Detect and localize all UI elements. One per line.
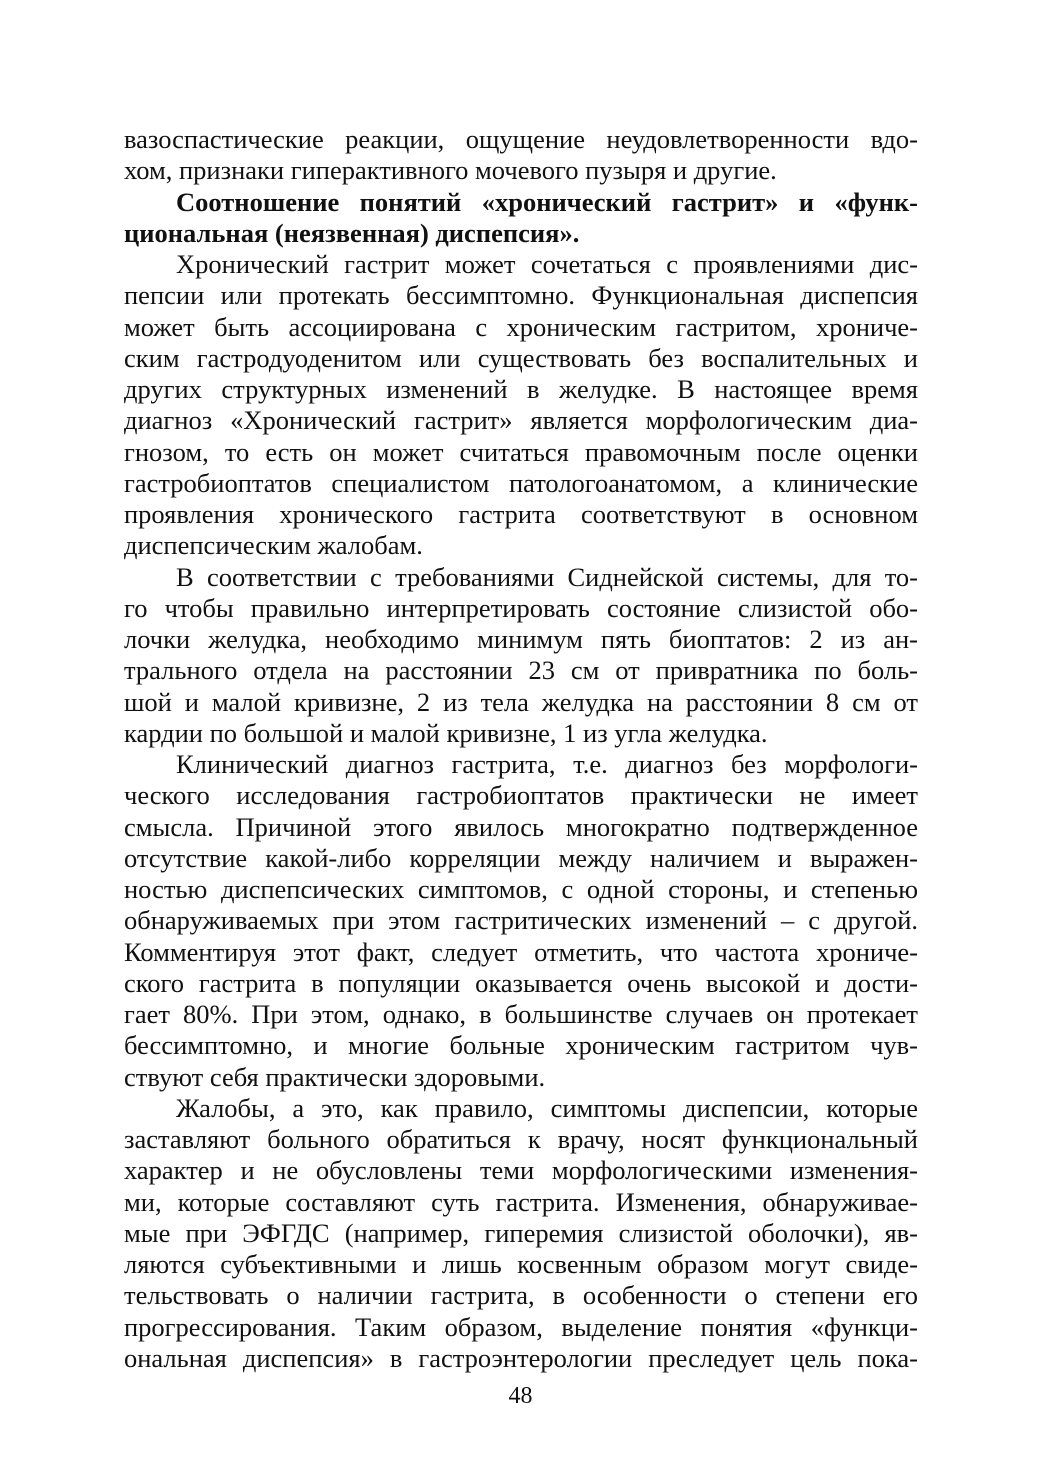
text-line: гастробиоптатов специалистом патологоанатомом, а клинические <box>124 467 918 498</box>
text-line: отсутствие какой-либо корреляции между наличием и выражен- <box>124 842 918 873</box>
text-line: диспепсическим жалобам. <box>124 530 423 561</box>
text-line: ностью диспепсических симптомов, с одной стороны, и степенью <box>124 874 918 904</box>
text-line: диагноз «Хронический гастрит» является морфологическим диа- <box>124 405 918 436</box>
text-line: других структурных изменений в желудке. В настоящее время <box>124 374 918 404</box>
text-line: гает 80%. При этом, однако, в большинстве случаев он протекает <box>124 999 918 1029</box>
text-line: гнозом, то есть он может считаться правомочным после оценки <box>124 436 918 467</box>
paragraph-chronic-gastritis <box>124 249 918 562</box>
text-line: ского гастрита в популяции оказывается очень высокой и дости- <box>124 967 918 998</box>
text-line: хом, признаки гиперактивного мочевого пузыря и другие. <box>124 155 777 186</box>
text-line: характер и не обусловлены теми морфологическими изменения- <box>124 1155 918 1186</box>
section-heading <box>124 187 918 250</box>
paragraph-clinical-diagnosis <box>124 749 918 1093</box>
text-line: В соответствии с требованиями Сиднейской системы, для то- <box>176 561 918 592</box>
text-line: ческого исследования гастробиоптатов практически не имеет <box>124 780 918 811</box>
heading-line: Соотношение понятий «хронический гастрит» и «функ- <box>176 186 918 217</box>
text-line: может быть ассоциирована с хроническим гастритом, хрониче- <box>124 311 918 342</box>
text-line: тельствовать о наличии гастрита, в особенности о степени его <box>124 1280 918 1311</box>
text-line: пепсии или протекать бессимптомно. Функциональная диспепсия <box>124 280 918 311</box>
text-line: ствуют себя практически здоровыми. <box>124 1061 546 1092</box>
text-line: ми, которые составляют суть гастрита. Изменения, обнаруживае- <box>124 1186 918 1217</box>
page-body <box>124 124 918 1374</box>
text-line: ляются субъективными и лишь косвенным образом могут свиде- <box>124 1249 918 1279</box>
text-line: ональная диспепсия» в гастроэнтерологии преследует цель пока- <box>124 1342 918 1373</box>
text-line: кардии по большой и малой кривизне, 1 из угла желудка. <box>124 717 768 748</box>
text-line: трального отдела на расстоянии 23 см от привратника по боль- <box>124 655 918 686</box>
text-line: Комментируя этот факт, следует отметить, что частота хрониче- <box>124 936 918 967</box>
paragraph-sydney-system <box>124 562 918 750</box>
text-line: бессимптомно, и многие больные хроническим гастритом чув- <box>124 1030 918 1061</box>
text-line: обнаруживаемых при этом гастритических изменений – с другой. <box>124 905 918 936</box>
paragraph-intro <box>124 124 918 187</box>
text-line: шой и малой кривизне, 2 из тела желудка на расстоянии 8 см от <box>124 686 918 717</box>
page-number: 48 <box>508 1383 533 1409</box>
text-line: мые при ЭФГДС (например, гиперемия слизистой оболочки), яв- <box>124 1217 918 1248</box>
text-line: проявления хронического гастрита соответствуют в основном <box>124 499 918 529</box>
paragraph-complaints <box>124 1093 918 1374</box>
text-line: Клинический диагноз гастрита, т.е. диагноз без морфологи- <box>176 749 918 779</box>
text-line: го чтобы правильно интерпретировать состояние слизистой обо- <box>124 592 918 623</box>
text-line: вазоспастические реакции, ощущение неудовлетворенности вдо- <box>124 124 918 154</box>
text-line: Хронический гастрит может сочетаться с проявлениями дис- <box>176 249 918 279</box>
text-line: прогрессирования. Таким образом, выделение понятия «функци- <box>124 1311 918 1342</box>
text-line: заставляют больного обратиться к врачу, носят функциональный <box>124 1124 918 1154</box>
heading-line: циональная (неязвенная) диспепсия». <box>124 217 580 248</box>
text-line: ским гастродуоденитом или существовать без воспалительных и <box>124 342 918 373</box>
text-line: Жалобы, а это, как правило, симптомы диспепсии, которые <box>176 1092 918 1123</box>
text-line: лочки желудка, необходимо минимум пять биоптатов: 2 из ан- <box>124 624 918 654</box>
text-line: смысла. Причиной этого явилось многократно подтвержденное <box>124 811 918 842</box>
